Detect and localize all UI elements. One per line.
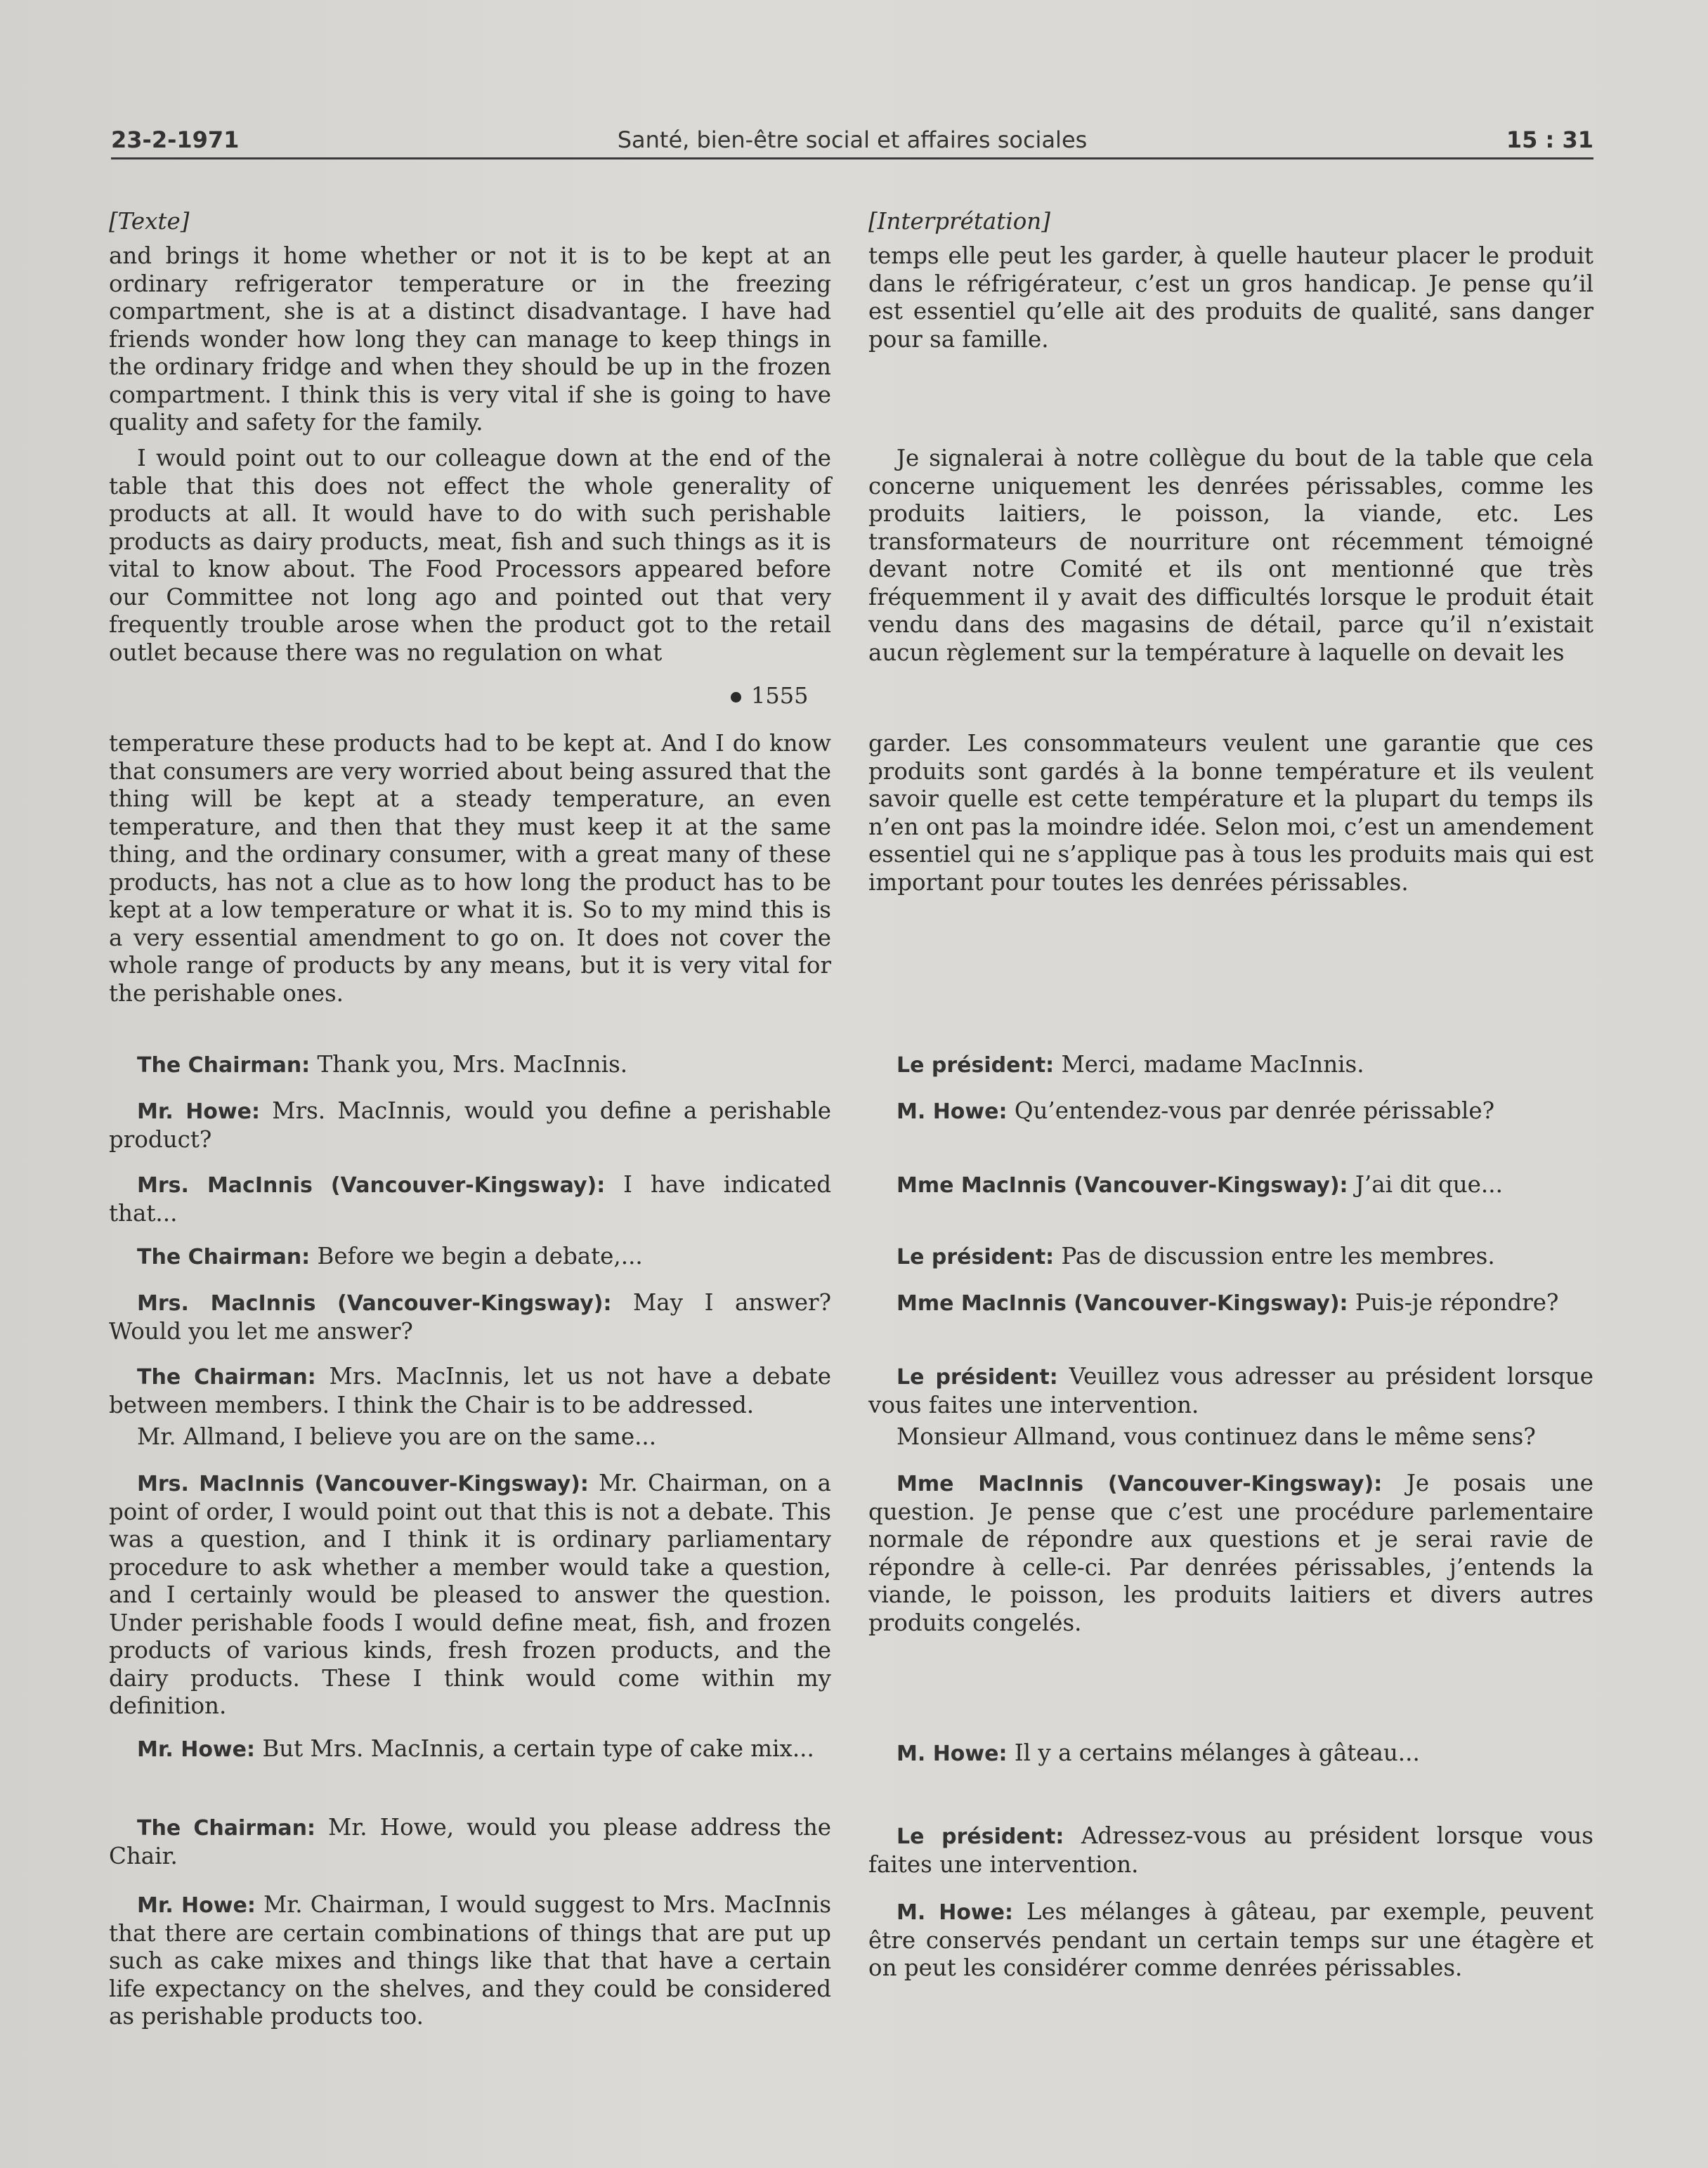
- speaker-name: Mme MacInnis (Vancouver-Kingsway):: [897, 1472, 1383, 1496]
- left-dialogue-2: [109, 1097, 831, 1154]
- right-dialogue-6: [868, 1363, 1593, 1419]
- right-dialogue-1: [868, 1051, 1593, 1080]
- speaker-name: Le président:: [897, 1365, 1058, 1390]
- right-dialogue-7: [868, 1470, 1593, 1637]
- speaker-name: The Chairman:: [137, 1245, 311, 1269]
- speaker-name: Mr. Howe:: [137, 1893, 256, 1918]
- speech-text: Je posais une question. Je pense que c’est une procédure parlementaire normale de répondre aux questions et je serai ravie de répondre à celle-ci. Par denrées périssables, j’entends la viande, le poisson, les produits laitiers et divers autres produits congelés.: [868, 1470, 1593, 1636]
- speaker-name: Mrs. MacInnis (Vancouver-Kingsway):: [137, 1291, 612, 1316]
- speech-text: Mr. Howe, would you please address the Chair.: [109, 1814, 831, 1869]
- speech-text: I have indicated that...: [109, 1171, 832, 1227]
- speech-text: Thank you, Mrs. MacInnis.: [310, 1051, 628, 1078]
- left-dialogue-10: [109, 1891, 831, 2031]
- right-column-tag: [Interprétation]: [868, 208, 1050, 235]
- left-dialogue-6: [109, 1363, 831, 1419]
- bullet-icon: [731, 692, 741, 703]
- speaker-name: Mr. Howe:: [137, 1099, 260, 1124]
- right-dialogue-3: [868, 1171, 1593, 1200]
- speaker-name: The Chairman:: [137, 1053, 311, 1078]
- right-dialogue-9: [868, 1822, 1593, 1879]
- right-dialogue-4: [868, 1243, 1593, 1272]
- speaker-name: M. Howe:: [897, 1099, 1008, 1124]
- right-dialogue-2: [868, 1097, 1593, 1126]
- speech-text: Mrs. MacInnis, let us not have a debate between members. I think the Chair is to be addressed.: [109, 1363, 832, 1418]
- left-dialogue-4: [109, 1243, 831, 1272]
- speech-text: Adressez-vous au président lorsque vous faites une intervention.: [868, 1822, 1593, 1878]
- speaker-name: Mr. Howe:: [137, 1737, 255, 1762]
- speech-text: J’ai dit que...: [1348, 1171, 1503, 1198]
- speech-text: Mr. Chairman, I would suggest to Mrs. MacInnis that there are certain combinations of things that are put up such as cake mixes and things like that that have a certain life expectancy on the shelves, and they could be considered as perishable products too.: [109, 1891, 831, 2030]
- speaker-name: Mme MacInnis (Vancouver-Kingsway):: [897, 1173, 1348, 1198]
- speaker-name: The Chairman:: [137, 1816, 315, 1841]
- speech-text: Before we begin a debate,...: [310, 1243, 643, 1269]
- header-page-number: 15 : 31: [1506, 126, 1593, 153]
- speaker-name: Le président:: [897, 1824, 1064, 1849]
- right-dialogue-8: [868, 1739, 1593, 1768]
- speech-text: But Mrs. MacInnis, a certain type of cake mix...: [255, 1735, 814, 1762]
- page-header: [111, 125, 1593, 159]
- left-dialogue-6b: Mr. Allmand, I believe you are on the same...: [137, 1423, 657, 1450]
- left-dialogue-5: [109, 1289, 831, 1345]
- speech-text: Mrs. MacInnis, would you define a perishable product?: [109, 1097, 831, 1153]
- time-marker: [731, 681, 808, 710]
- speech-text: Mr. Chairman, on a point of order, I would point out that this is not a debate. This was a question, and I think it is ordinary parliamentary procedure to ask whether a member would take a question, and I certainly would be pleased to answer the question. Under perishable foods I would define meat, fish, and frozen products of various kinds, fresh frozen products, and the dairy products. These I think would come within my definition.: [109, 1470, 831, 1719]
- speaker-name: Le président:: [897, 1053, 1055, 1078]
- speaker-name: M. Howe:: [897, 1900, 1013, 1925]
- speech-text: May I answer? Would you let me answer?: [109, 1289, 832, 1345]
- left-paragraph-1: and brings it home whether or not it is to be kept at an ordinary refrigerator temperature or in the freezing compartment, she is at a distinct disadvantage. I have had friends wonder how long they can manage to keep things in the ordinary fridge and when they should be up in the frozen compartment. I think this is very vital if she is going to have quality and safety for the family.: [109, 242, 831, 436]
- header-title: Santé, bien-être social et affaires sociales: [617, 126, 1088, 153]
- speech-text: Veuillez vous adresser au président lorsque vous faites une intervention.: [868, 1363, 1594, 1418]
- speaker-name: The Chairman:: [137, 1365, 316, 1390]
- speech-text: Les mélanges à gâteau, par exemple, peuvent être conservés pendant un certain temps sur une étagère et on peut les considérer comme denrées périssables.: [868, 1898, 1593, 1981]
- left-dialogue-3: [109, 1171, 831, 1227]
- left-dialogue-9: [109, 1814, 831, 1870]
- left-paragraph-3: temperature these products had to be kept at. And I do know that consumers are very worried about being assured that the thing will be kept at a steady temperature, an even temperature, and then that they must keep it at the same thing, and the ordinary consumer, with a great many of these products, has not a clue as to how long the product has to be kept at a low temperature or what it is. So to my mind this is a very essential amendment to go on. It does not cover the whole range of products by any means, but it is very vital for the perishable ones.: [109, 730, 831, 1007]
- left-dialogue-8: [109, 1735, 831, 1764]
- speaker-name: Mrs. MacInnis (Vancouver-Kingsway):: [137, 1472, 589, 1496]
- speaker-name: Mme MacInnis (Vancouver-Kingsway):: [897, 1291, 1348, 1316]
- speech-text: Puis-je répondre?: [1348, 1289, 1559, 1316]
- speech-text: Merci, madame MacInnis.: [1054, 1051, 1364, 1078]
- speech-text: Pas de discussion entre les membres.: [1054, 1243, 1495, 1269]
- right-dialogue-10: [868, 1898, 1593, 1983]
- speaker-name: Mrs. MacInnis (Vancouver-Kingsway):: [137, 1173, 606, 1198]
- right-paragraph-1: temps elle peut les garder, à quelle hauteur placer le produit dans le réfrigérateur, c’est un gros handicap. Je pense qu’il est essentiel qu’elle ait des produits de qualité, sans danger pour sa famille.: [868, 242, 1593, 353]
- speaker-name: M. Howe:: [897, 1742, 1008, 1766]
- right-dialogue-6b: Monsieur Allmand, vous continuez dans le même sens?: [897, 1423, 1536, 1450]
- right-dialogue-5: [868, 1289, 1593, 1318]
- left-column-tag: [Texte]: [109, 208, 190, 235]
- right-paragraph-2: Je signalerai à notre collègue du bout de la table que cela concerne uniquement les denrées périssables, comme les produits laitiers, le poisson, la viande, etc. Les transformateurs de nourriture ont récemment témoigné devant notre Comité et ils ont mentionné que très fréquemment il y avait des difficultés lorsque le produit était vendu dans des magasins de détail, parce qu’il n’existait aucun règlement sur la température à laquelle on devait les: [868, 445, 1593, 666]
- speech-text: Qu’entendez-vous par denrée périssable?: [1007, 1097, 1495, 1124]
- speaker-name: Le président:: [897, 1245, 1055, 1269]
- left-paragraph-2: I would point out to our colleague down at the end of the table that this does not effect the whole generality of products at all. It would have to do with such perishable products as dairy products, meat, fish and such things as it is vital to know about. The Food Processors appeared before our Committee not long ago and pointed out that very frequently trouble arose when the product got to the retail outlet because there was no regulation on what: [109, 445, 831, 666]
- speech-text: Il y a certains mélanges à gâteau...: [1007, 1739, 1420, 1766]
- header-date: 23-2-1971: [111, 126, 240, 153]
- left-dialogue-7: [109, 1470, 831, 1720]
- right-paragraph-3: garder. Les consommateurs veulent une garantie que ces produits sont gardés à la bonne température et ils veulent savoir quelle est cette température et la plupart du temps ils n’en ont pas la moindre idée. Selon moi, c’est un amendement essentiel qui ne s’applique pas à tous les produits mais qui est important pour toutes les denrées périssables.: [868, 730, 1593, 896]
- time-marker-value: 1555: [751, 682, 809, 709]
- left-dialogue-1: [109, 1051, 831, 1080]
